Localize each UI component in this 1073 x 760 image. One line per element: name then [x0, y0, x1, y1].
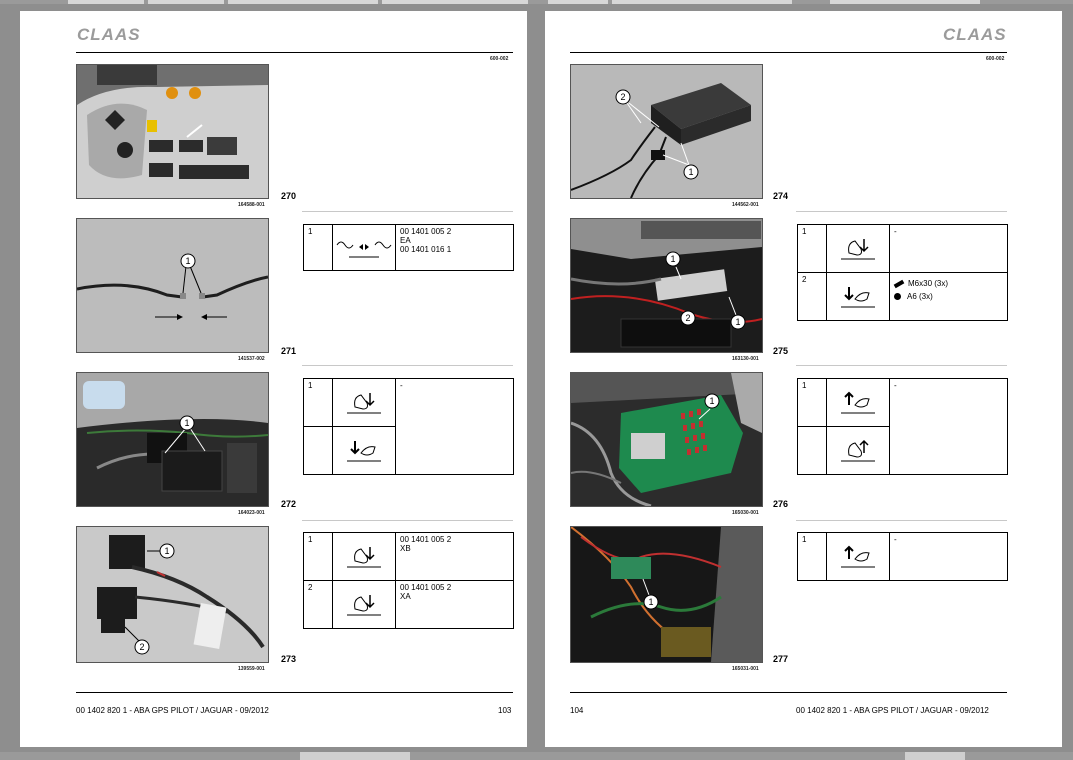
item-index: 1 [798, 225, 827, 273]
hand-install-icon [333, 427, 396, 475]
table-row [304, 379, 514, 427]
figure-270-photo [76, 64, 269, 199]
part-desc-line: 00 1401 016 1 [400, 245, 452, 254]
figure-number: 274 [773, 191, 789, 201]
part-desc-line: 00 1401 005 2 [400, 535, 452, 544]
viewer-bottom-strip [0, 752, 1073, 760]
parts-table-276 [797, 378, 1008, 475]
claas-logo: CLAAS [943, 25, 1007, 44]
viewer-top-strip [0, 0, 1073, 4]
figure-number: 273 [281, 654, 297, 664]
item-index: 1 [304, 225, 333, 271]
page-number: 104 [570, 706, 584, 715]
figure-number: 271 [281, 346, 297, 356]
parts-table-275 [797, 224, 1008, 321]
table-row [304, 533, 514, 581]
figure-number: 272 [281, 499, 297, 509]
hand-lift-alt-icon [827, 427, 890, 475]
table-row [304, 581, 514, 629]
callout: 1 [735, 317, 741, 327]
item-index: 1 [798, 533, 827, 581]
bolt-line [894, 275, 1003, 288]
hand-remove-icon [333, 379, 396, 427]
hand-remove-icon [827, 225, 890, 273]
figure-number: 277 [773, 654, 789, 664]
figure-code: 165031-001 [732, 666, 759, 672]
figure-272-photo [76, 372, 269, 507]
callout: 1 [648, 597, 654, 607]
parts-table-271 [303, 224, 514, 271]
footer-title: 00 1402 820 1 - ABA GPS PILOT / JAGUAR - 09/2012 [76, 706, 269, 715]
connector-join-icon [333, 225, 396, 271]
part-desc-line: - [400, 381, 403, 390]
table-row [798, 273, 1008, 321]
part-desc-line: M6x30 (3x) [908, 279, 949, 288]
figure-number: 270 [281, 191, 297, 201]
part-desc-line: EA [400, 236, 411, 245]
figure-code: 164023-001 [238, 510, 265, 516]
doc-ref: 600-002 [986, 56, 1005, 62]
callout: 2 [139, 642, 145, 652]
callout: 1 [164, 546, 170, 556]
item-index [798, 427, 827, 475]
callout: 1 [670, 254, 676, 264]
separator [796, 520, 1007, 521]
figure-271-photo [76, 218, 269, 353]
part-desc-line: XB [400, 544, 411, 553]
page-103 [20, 11, 527, 747]
hand-remove-icon [333, 581, 396, 629]
hand-remove-icon [333, 533, 396, 581]
table-row [798, 533, 1008, 581]
part-desc-line: XA [400, 592, 411, 601]
washer-icon [894, 293, 901, 300]
parts-table-277 [797, 532, 1008, 581]
figure-number: 276 [773, 499, 789, 509]
part-desc-line: - [894, 535, 897, 544]
item-index: 1 [304, 533, 333, 581]
part-desc-line: 00 1401 005 2 [400, 227, 452, 236]
footer-rule [570, 692, 1007, 693]
header-rule [76, 52, 513, 53]
parts-table-272 [303, 378, 514, 475]
figure-code: 139559-001 [238, 666, 265, 672]
item-index: 2 [798, 273, 827, 321]
separator [796, 365, 1007, 366]
part-desc-line: - [894, 381, 897, 390]
hand-install-icon [827, 273, 890, 321]
page-104 [545, 11, 1062, 747]
separator [302, 365, 513, 366]
item-index: 1 [798, 379, 827, 427]
figure-code: 163130-001 [732, 356, 759, 362]
header-rule [570, 52, 1007, 53]
parts-table-273 [303, 532, 514, 629]
part-desc-line: 00 1401 005 2 [400, 583, 452, 592]
callout: 2 [620, 92, 626, 102]
table-row [798, 225, 1008, 273]
footer-rule [76, 692, 513, 693]
part-desc-line: A6 (3x) [907, 292, 933, 301]
item-index [304, 427, 333, 475]
part-desc-line: - [894, 227, 897, 236]
callout: 1 [184, 418, 190, 428]
callout: 2 [685, 313, 691, 323]
washer-line [894, 288, 1003, 301]
item-index: 2 [304, 581, 333, 629]
figure-276-photo [570, 372, 763, 507]
figure-275-photo [570, 218, 763, 353]
callout: 1 [688, 167, 694, 177]
bolt-icon [894, 280, 905, 288]
hand-lift-icon [827, 379, 890, 427]
figure-277-photo [570, 526, 763, 663]
page-number: 103 [498, 706, 512, 715]
callout: 1 [709, 396, 715, 406]
figure-number: 275 [773, 346, 789, 356]
separator [302, 520, 513, 521]
figure-code: 144562-001 [732, 202, 759, 208]
claas-logo: CLAAS [77, 25, 141, 44]
item-index: 1 [304, 379, 333, 427]
footer-title: 00 1402 820 1 - ABA GPS PILOT / JAGUAR - 09/2012 [796, 706, 989, 715]
table-row [304, 225, 514, 271]
separator [796, 211, 1007, 212]
hand-lift-icon [827, 533, 890, 581]
callout: 1 [185, 256, 191, 266]
doc-ref: 600-002 [490, 56, 509, 62]
figure-code: 141537-002 [238, 356, 265, 362]
figure-273-photo [76, 526, 269, 663]
figure-code: 164588-001 [238, 202, 265, 208]
figure-code: 165030-001 [732, 510, 759, 516]
separator [302, 211, 513, 212]
table-row [798, 379, 1008, 427]
figure-274-photo [570, 64, 763, 199]
